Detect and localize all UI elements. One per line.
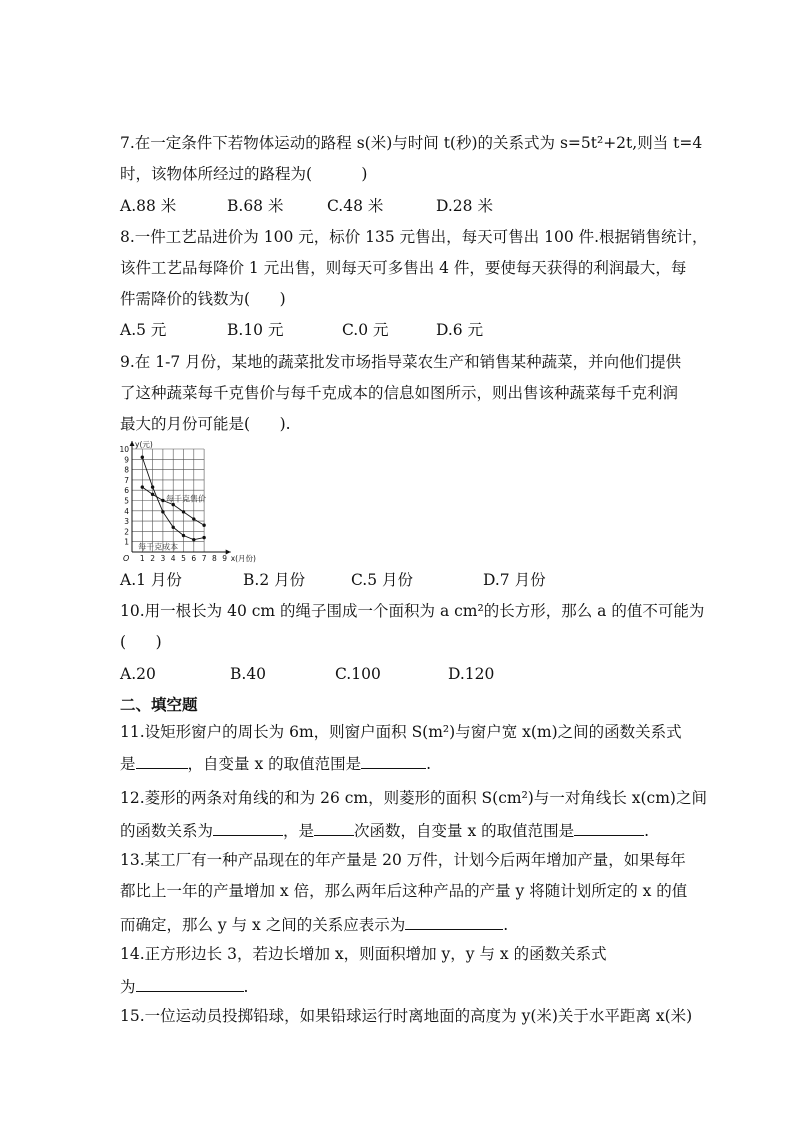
q8-option-b: B.10 元 <box>227 321 284 339</box>
data-point <box>202 536 205 539</box>
y-tick-label: 1 <box>124 537 129 547</box>
answer-blank[interactable] <box>361 752 426 769</box>
x-tick-label: 4 <box>170 554 176 563</box>
data-point <box>151 485 154 488</box>
q8-option-a: A.5 元 <box>120 321 167 339</box>
data-point <box>151 493 154 496</box>
data-point <box>182 534 185 537</box>
q10-option-b: B.40 <box>230 665 267 683</box>
x-tick-label: 7 <box>201 554 207 563</box>
q7-option-d: D.28 米 <box>436 197 493 215</box>
q8-line1: 8.一件工艺品进价为 100 元，标价 135 元售出，每天可售出 100 件.根据销售统计， <box>120 228 708 246</box>
answer-blank[interactable] <box>136 975 244 992</box>
y-tick-label: 8 <box>124 465 129 475</box>
q10-option-d: D.120 <box>448 665 495 683</box>
q14-line2: 为 . <box>120 975 248 997</box>
answer-blank[interactable] <box>213 819 283 836</box>
x-tick-label: 5 <box>181 554 186 563</box>
data-point <box>172 526 175 529</box>
y-tick-label: 3 <box>124 517 129 527</box>
q9-option-b: B.2 月份 <box>243 571 306 589</box>
y-tick-label: 6 <box>124 486 129 496</box>
data-point <box>141 485 144 488</box>
y-axis-arrow <box>130 441 135 446</box>
q8-option-d: D.6 元 <box>436 321 484 339</box>
q7-line2: 时，该物体所经过的路程为( ) <box>120 165 368 183</box>
answer-blank[interactable] <box>405 913 503 930</box>
x-tick-label: 3 <box>160 554 166 563</box>
q13-line2: 都比上一年的产量增加 x 倍，那么两年后这种产品的产量 y 将随计划所定的 x 的值 <box>120 882 688 900</box>
series-label-cost: 每千克成本 <box>138 542 179 552</box>
x-tick-label: 6 <box>191 554 197 563</box>
y-tick-label: 5 <box>124 496 129 506</box>
data-point <box>192 517 195 520</box>
x-tick-label: 2 <box>150 554 155 563</box>
data-point <box>182 510 185 513</box>
q7-line1: 7.在一定条件下若物体运动的路程 s(米)与时间 t(秒)的关系式为 s=5t²+2t,则当 t=4 <box>120 134 703 152</box>
q9-line2: 了这种蔬菜每千克售价与每千克成本的信息如图所示，则出售该种蔬菜每千克利润 <box>120 384 679 402</box>
q8-line2: 该件工艺品每降价 1 元出售，则每天可多售出 4 件，要使每天获得的利润最大，每 <box>120 259 687 277</box>
q15-line1: 15.一位运动员投掷铅球，如果铅球运行时离地面的高度为 y(米)关于水平距离 x(米) <box>120 1007 693 1025</box>
y-tick-label: 2 <box>124 527 129 537</box>
answer-blank[interactable] <box>314 819 354 836</box>
data-point <box>192 538 195 541</box>
x-tick-label: 1 <box>139 554 145 563</box>
answer-blank[interactable] <box>136 752 188 769</box>
q9-line3: 最大的月份可能是( ). <box>120 415 291 433</box>
q7-option-c: C.48 米 <box>327 197 384 215</box>
price-cost-chart <box>112 436 262 564</box>
q14-line1: 14.正方形边长 3，若边长增加 x，则面积增加 y，y 与 x 的函数关系式 <box>120 945 607 963</box>
x-axis-label: x(月份) <box>230 554 256 563</box>
q9-option-c: C.5 月份 <box>351 571 414 589</box>
q10-option-c: C.100 <box>335 665 381 683</box>
origin-label: O <box>123 554 130 563</box>
data-point <box>161 499 164 502</box>
q9-option-d: D.7 月份 <box>483 571 546 589</box>
q11-line2: 是 ，自变量 x 的取值范围是 . <box>120 752 431 774</box>
q7-option-b: B.68 米 <box>227 197 284 215</box>
x-tick-label: 8 <box>212 554 217 563</box>
y-tick-label: 9 <box>124 455 129 465</box>
q12-line2: 的函数关系为 ，是 次函数，自变量 x 的取值范围是 . <box>120 819 649 841</box>
q9-line1: 9.在 1-7 月份，某地的蔬菜批发市场指导菜农生产和销售某种蔬菜，并向他们提供 <box>120 353 682 371</box>
y-tick-label: 7 <box>124 475 129 485</box>
data-point <box>161 510 164 513</box>
q8-line3: 件需降价的钱数为( ) <box>120 290 286 308</box>
q13-line3: 而确定，那么 y 与 x 之间的关系应表示为 . <box>120 913 508 935</box>
q10-line2: ( ) <box>120 633 162 651</box>
q7-option-a: A.88 米 <box>120 197 177 215</box>
section-heading: 二、填空题 <box>120 695 198 714</box>
y-tick-label: 4 <box>124 506 129 516</box>
chart-labels <box>119 440 256 563</box>
y-tick-label: 10 <box>119 445 129 454</box>
q8-option-c: C.0 元 <box>342 321 389 339</box>
y-axis-label: y(元) <box>135 440 153 449</box>
q12-line1: 12.菱形的两条对角线的和为 26 cm，则菱形的面积 S(cm²)与一对角线长 x(cm)之间 <box>120 789 707 807</box>
x-tick-label: 9 <box>222 554 228 563</box>
q9-option-a: A.1 月份 <box>120 571 182 589</box>
q13-line1: 13.某工厂有一种产品现在的年产量是 20 万件，计划今后两年增加产量，如果每年 <box>120 851 686 869</box>
q10-option-a: A.20 <box>120 665 156 683</box>
answer-blank[interactable] <box>574 819 644 836</box>
q10-line1: 10.用一根长为 40 cm 的绳子围成一个面积为 a cm²的长方形，那么 a 的值不可能为 <box>120 602 705 620</box>
data-point <box>141 456 144 459</box>
q11-line1: 11.设矩形窗户的周长为 6m，则窗户面积 S(m²)与窗户宽 x(m)之间的函数关系式 <box>120 723 682 741</box>
series-label-price: 每千克售价 <box>165 494 206 504</box>
data-point <box>202 524 205 527</box>
